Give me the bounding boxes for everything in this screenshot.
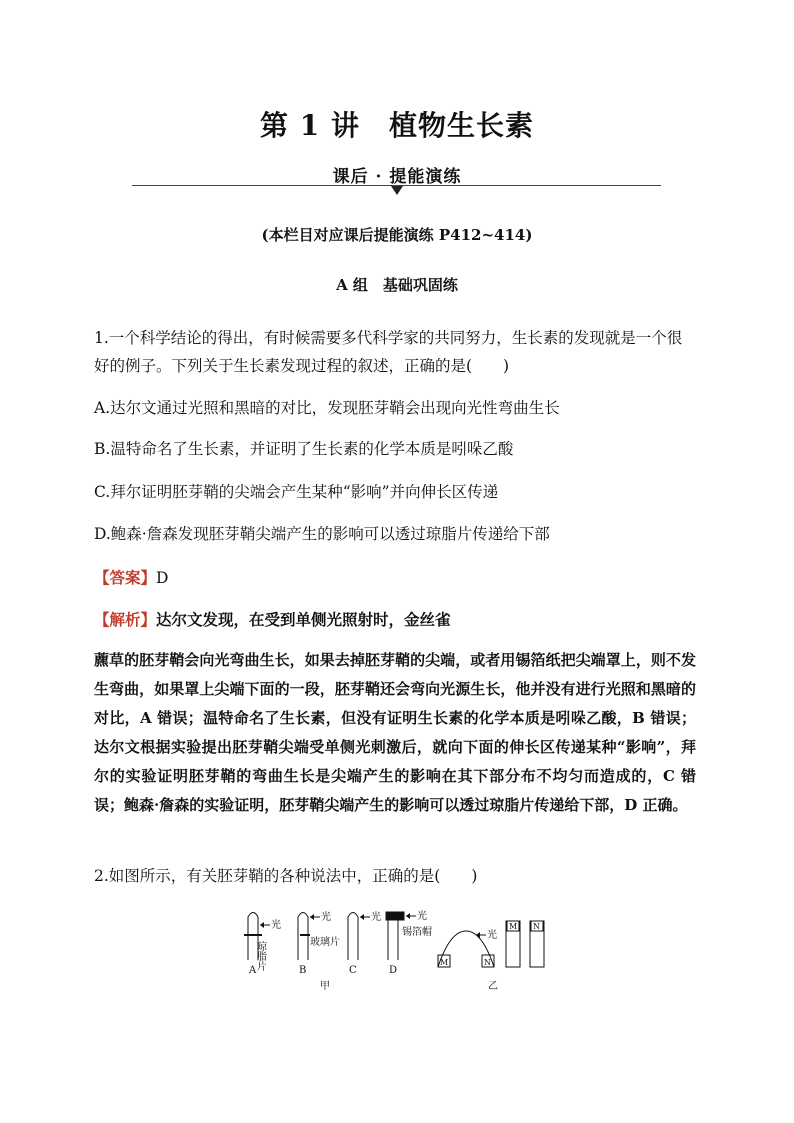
page-reference-note: (本栏目对应课后提能演练 P412~414)	[261, 226, 533, 244]
coleoptile-figure	[236, 905, 566, 995]
page-title: 第 1 讲 植物生长素	[260, 109, 534, 142]
option-b: B.温特命名了生长素，并证明了生长素的化学本质是吲哚乙酸	[94, 440, 514, 458]
block-m-label-left: M	[440, 958, 449, 967]
foil-label: 锡箔帽	[402, 927, 432, 938]
coleoptile-b	[298, 913, 308, 961]
group-heading: A 组 基础巩固练	[336, 276, 458, 294]
glass-label: 玻璃片	[310, 937, 340, 948]
analysis-body: 藨草的胚芽鞘会向光弯曲生长，如果去掉胚芽鞘的尖端，或者用锡箔纸把尖端罩上，则不发生弯曲，如果罩上尖端下面的一段，胚芽鞘还会弯向光源生长，他并没有进行光照和黑暗的对比，A 错误；温特命名了生长素，但没有证明生长素的化学本质是吲哚乙酸，B 错误；达尔文根据实验提出胚芽鞘尖端受单侧光刺激后，就向下面的伸长区传递某种“影响”，拜尔的实验证明胚芽鞘的弯曲生长是尖端产生的影响在其下部分布不均匀而造成的，C 错误；鲍森·詹森的实验证明，胚芽鞘尖端产生的影响可以透过琼脂片传递给下部，D 正确。	[94, 651, 696, 814]
analysis-tag: 【解析】	[94, 610, 157, 629]
arrowhead-c	[360, 914, 364, 920]
question-1-stem: 1.一个科学结论的得出，有时候需要多代科学家的共同努力，生长素的发现就是一个很好的例子。下列关于生长素发现过程的叙述，正确的是( )	[94, 329, 683, 375]
block-n-label-right: N	[533, 922, 540, 931]
label-b: B	[299, 965, 307, 976]
light-label-c: 光	[371, 912, 381, 923]
answer-tag: 【答案】	[94, 568, 157, 587]
section-subtitle: 课后 · 提能演练	[332, 167, 462, 187]
group-jia-label: 甲	[320, 981, 330, 992]
foil-cap-d	[386, 912, 404, 920]
light-label-yi: 光	[487, 930, 497, 941]
analysis-heading	[94, 608, 451, 632]
arrowhead-a	[260, 922, 264, 928]
option-a: A.达尔文通过光照和黑暗的对比，发现胚芽鞘会出现向光性弯曲生长	[94, 399, 560, 417]
triangle-down-icon	[391, 186, 403, 195]
light-label-a: 光	[271, 920, 281, 931]
option-d: D.鲍森·詹森发现胚芽鞘尖端产生的影响可以透过琼脂片传递给下部	[94, 525, 550, 543]
agar-label: 琼脂片	[254, 941, 266, 971]
group-yi-label: 乙	[488, 981, 498, 992]
answer-line	[94, 566, 168, 590]
label-d: D	[389, 965, 398, 976]
block-n-label-left: N	[484, 958, 491, 967]
option-c: C.拜尔证明胚芽鞘的尖端会产生某种“影响”并向伸长区传递	[94, 483, 499, 501]
analysis-lead: 达尔文发现，在受到单侧光照射时，金丝雀	[156, 610, 451, 629]
coleoptile-c	[348, 913, 358, 961]
block-m-label-right: M	[509, 922, 518, 931]
light-label-d: 光	[417, 911, 427, 922]
coleoptile-d	[388, 919, 398, 960]
answer-value: D	[156, 569, 169, 587]
arrowhead-b	[310, 914, 314, 920]
label-c: C	[349, 965, 357, 976]
question-2-stem: 2.如图所示，有关胚芽鞘的各种说法中，正确的是( )	[94, 867, 478, 885]
label-a: A	[249, 965, 257, 976]
light-label-b: 光	[321, 912, 331, 923]
arrowhead-d	[406, 913, 410, 919]
